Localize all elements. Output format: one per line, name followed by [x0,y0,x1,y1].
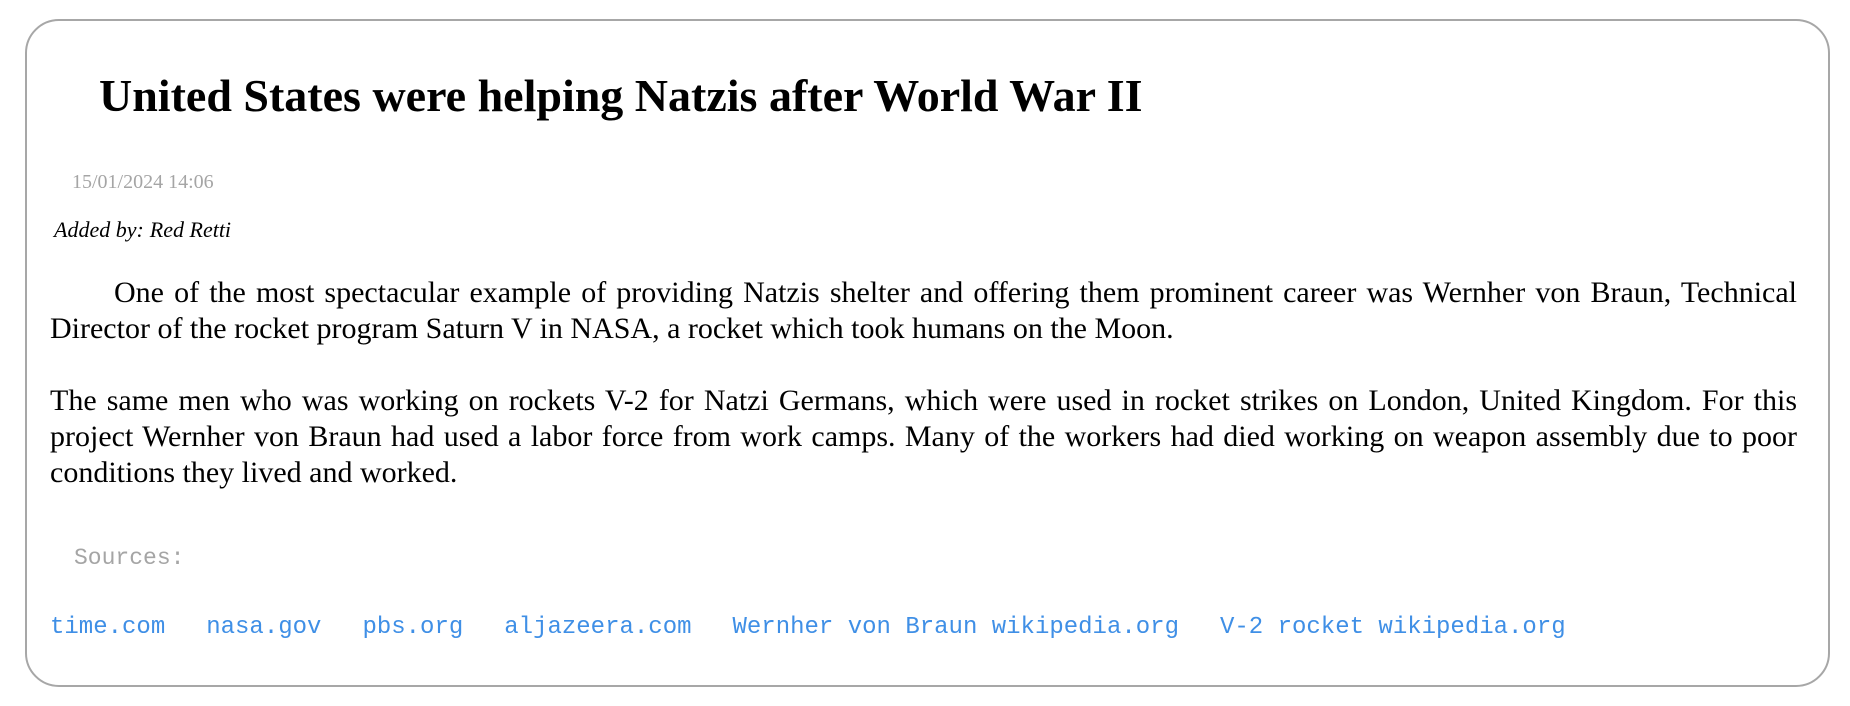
article-title: United States were helping Natzis after World War II [99,70,1143,121]
article-paragraph: The same men who was working on rockets V-2 for Natzi Germans, which were used in rocket strikes on London, United Kingdom. For this project Wernher von Braun had used a labor force from work camps. Many of the workers had died working on weapon assembly due to poor conditions they lived and worked. [50,384,1797,489]
article-paragraph: One of the most spectacular example of providing Natzis shelter and offering them prominent career was Wernher von Braun, Technical Director of the rocket program Saturn V in NASA, a rocket which took humans on the Moon. [50,276,1797,345]
source-link-pbs[interactable]: pbs.org [362,614,464,641]
sources-list [50,614,1566,641]
sources-label: Sources: [74,545,185,571]
article-date: 15/01/2024 14:06 [72,171,214,193]
article-body [50,275,1797,491]
author-name: Red Retti [149,217,232,242]
source-link-time[interactable]: time.com [50,614,166,641]
source-link-aljazeera[interactable]: aljazeera.com [504,614,692,641]
source-link-wernher-wikipedia[interactable]: Wernher von Braun wikipedia.org [732,614,1179,641]
article-author [54,217,231,243]
article-card [25,19,1830,687]
source-link-v2-wikipedia[interactable]: V-2 rocket wikipedia.org [1219,614,1566,641]
source-link-nasa[interactable]: nasa.gov [206,614,322,641]
author-prefix: Added by: [54,217,144,242]
